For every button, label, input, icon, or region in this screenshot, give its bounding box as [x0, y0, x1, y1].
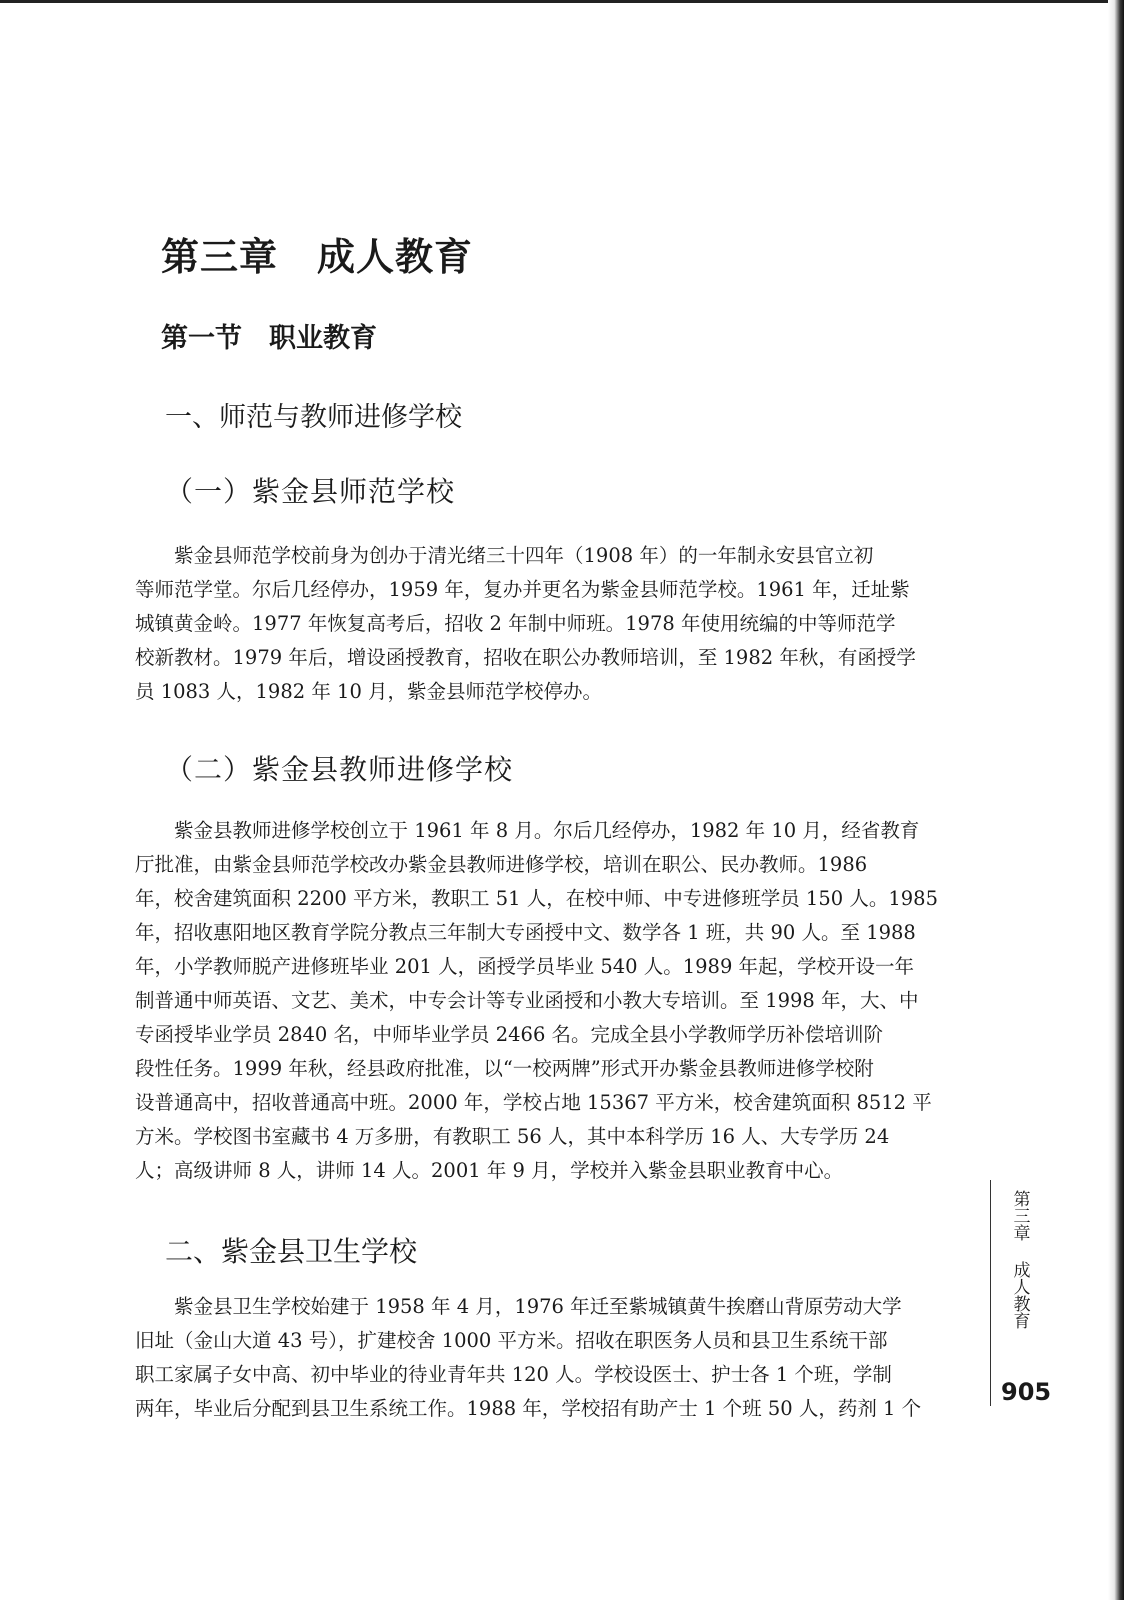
text-line: 年，招收惠阳地区教育学院分教点三年制大专函授中文、数学各 1 班，共 90 人。至 1988 — [135, 921, 916, 944]
text-line: 年，校舍建筑面积 2200 平方米，教职工 51 人，在校中师、中专进修班学员 150 人。1985 — [135, 887, 938, 910]
text-line: 设普通高中，招收普通高中班。2000 年，学校占地 15367 平方米，校舍建筑面积 8512 平 — [135, 1091, 932, 1114]
text-line: 方米。学校图书室藏书 4 万多册，有教职工 56 人，其中本科学历 16 人、大专学历 24 — [135, 1125, 890, 1148]
page-number: 905 — [1001, 1378, 1052, 1406]
margin-divider — [990, 1180, 991, 1406]
text-line: 两年，毕业后分配到县卫生系统工作。1988 年，学校招有助产士 1 个班 50 人，药剂 1 个 — [135, 1397, 922, 1420]
text-line: 紫金县卫生学校始建于 1958 年 4 月，1976 年迁至紫城镇黄牛挨磨山背原劳动大学 — [174, 1295, 902, 1318]
text-line: 制普通中师英语、文艺、美术，中专会计等专业函授和小教大专培训。至 1998 年，大、中 — [135, 989, 919, 1012]
text-line: 人；高级讲师 8 人，讲师 14 人。2001 年 9 月，学校并入紫金县职业教育中心。 — [135, 1159, 844, 1182]
subsection-title-2: 二、紫金县卫生学校 — [165, 1235, 418, 1268]
paragraph-normal-school — [135, 539, 963, 709]
text-line: 年，小学教师脱产进修班毕业 201 人，函授学员毕业 540 人。1989 年起，学校开设一年 — [135, 955, 915, 978]
item-title-teacher-training-school: （二）紫金县教师进修学校 — [165, 753, 514, 786]
text-line: 等师范学堂。尔后几经停办，1959 年，复办并更名为紫金县师范学校。1961 年，迁址紫 — [135, 578, 910, 601]
running-head-chapter: 第三章 — [1009, 1190, 1030, 1241]
text-line: 紫金县教师进修学校创立于 1961 年 8 月。尔后几经停办，1982 年 10 月，经省教育 — [174, 819, 920, 842]
scan-edge-top — [0, 0, 1124, 3]
running-head-gap — [1003, 1241, 1035, 1261]
text-line: 城镇黄金岭。1977 年恢复高考后，招收 2 年制中师班。1978 年使用统编的中等师范学 — [135, 612, 896, 635]
item-title-normal-school: （一）紫金县师范学校 — [165, 475, 456, 508]
section-title: 第一节 职业教育 — [161, 323, 377, 354]
text-line: 厅批准，由紫金县师范学校改办紫金县教师进修学校，培训在职公、民办教师。1986 — [135, 853, 868, 876]
text-line: 职工家属子女中高、初中毕业的待业青年共 120 人。学校设医士、护士各 1 个班，学制 — [135, 1363, 892, 1386]
running-head-title: 成人教育 — [1009, 1261, 1030, 1329]
scan-edge-right — [1108, 0, 1124, 1600]
paragraph-health-school — [135, 1290, 963, 1426]
text-line: 紫金县师范学校前身为创办于清光绪三十四年（1908 年）的一年制永安县官立初 — [174, 544, 874, 567]
running-head — [1003, 1190, 1035, 1329]
text-line: 旧址（金山大道 43 号），扩建校舍 1000 平方米。招收在职医务人员和县卫生系统干部 — [135, 1329, 888, 1352]
chapter-title: 第三章 成人教育 — [161, 235, 474, 279]
subsection-title-1: 一、师范与教师进修学校 — [165, 402, 462, 433]
text-line: 专函授毕业学员 2840 名，中师毕业学员 2466 名。完成全县小学教师学历补偿培训阶 — [135, 1023, 884, 1046]
paragraph-teacher-training-school — [135, 814, 963, 1188]
text-line: 校新教材。1979 年后，增设函授教育，招收在职公办教师培训，至 1982 年秋，有函授学 — [135, 646, 916, 669]
text-line: 员 1083 人，1982 年 10 月，紫金县师范学校停办。 — [135, 680, 603, 703]
text-line: 段性任务。1999 年秋，经县政府批准，以“一校两牌”形式开办紫金县教师进修学校附 — [135, 1057, 874, 1080]
